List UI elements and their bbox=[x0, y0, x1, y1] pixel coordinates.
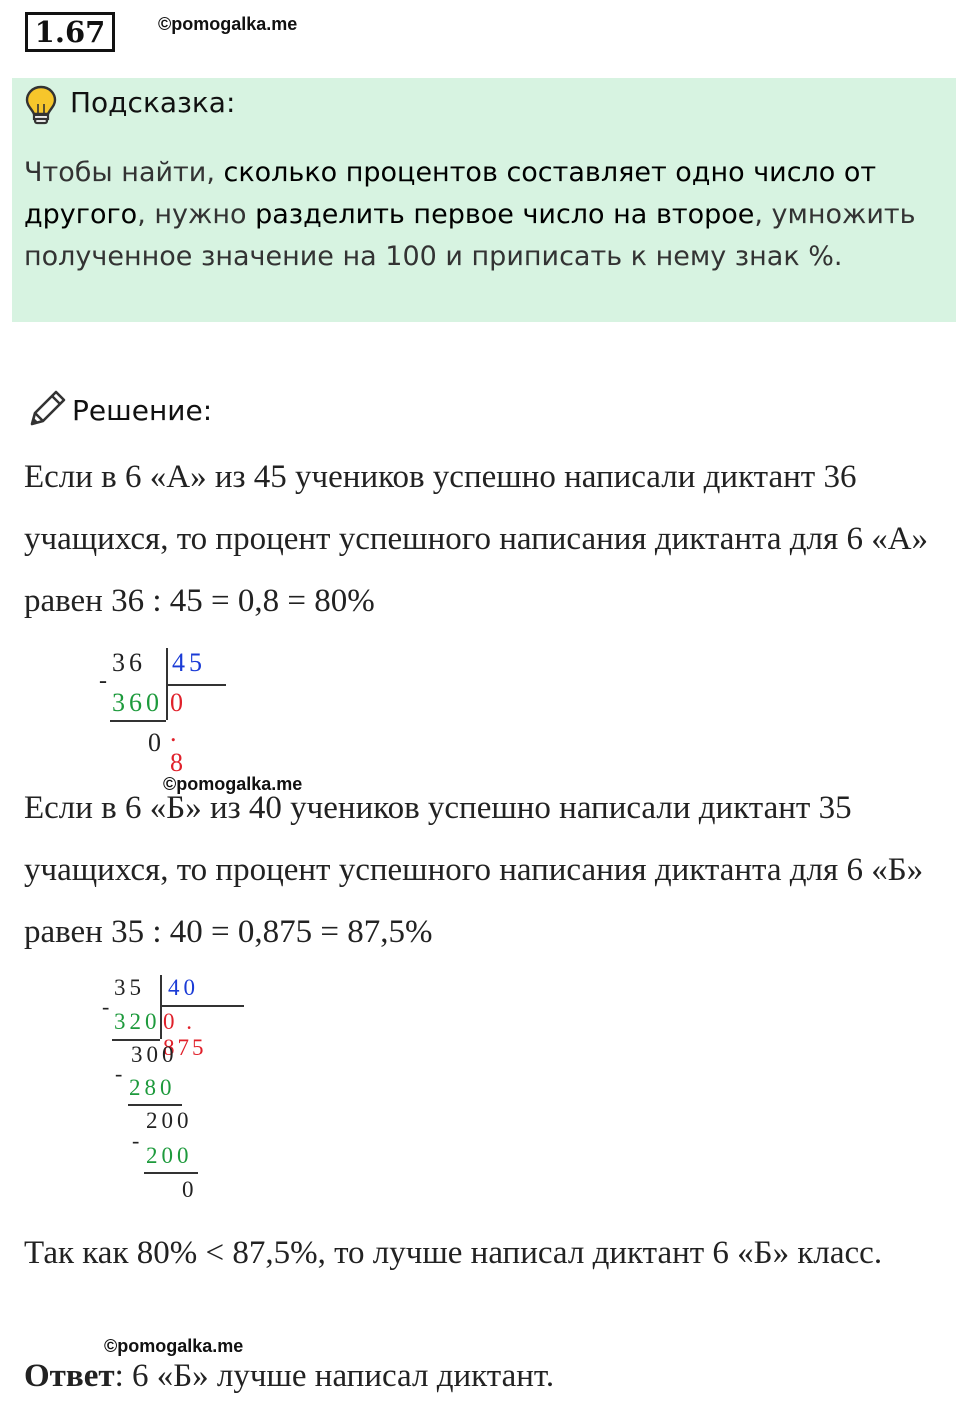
hint-text: Чтобы найти, сколько процентов составляет одно число от другого, нужно разделить первое число на второе, умножить полученное значение на 100 и приписать к нему знак %. bbox=[24, 157, 916, 272]
div1-divisor: 45 bbox=[172, 648, 206, 677]
hint-emphasis-1: сколько процентов составляет одно число от другого bbox=[24, 157, 877, 230]
div2-remainder-2: 200 bbox=[146, 1108, 193, 1133]
div2-quotient: 0 . 875 bbox=[163, 1009, 207, 1060]
div2-underline-2 bbox=[128, 1104, 182, 1106]
div1-quotient: 0 . 8 bbox=[170, 688, 185, 777]
solution-paragraph-1: Если в 6 «А» из 45 учеников успешно написали диктант 36 учащихся, то процент успешного написания диктанта для 6 «А» равен 36 : 45 = 0,8 = 80% bbox=[24, 459, 929, 619]
div2-underline-1 bbox=[112, 1039, 160, 1041]
div2-quotient-line bbox=[160, 1005, 244, 1007]
answer-text: : 6 «Б» лучше написал диктант. bbox=[114, 1358, 555, 1394]
solution-title: Решение: bbox=[72, 394, 213, 427]
answer-label: Ответ bbox=[24, 1358, 115, 1394]
div1-dividend: 36 bbox=[112, 648, 146, 677]
watermark-middle: ©pomogalka.me bbox=[163, 774, 303, 794]
div2-subtrahend-2: 280 bbox=[129, 1075, 176, 1100]
div2-remainder-final: 0 bbox=[182, 1177, 194, 1202]
pencil-icon bbox=[26, 388, 68, 435]
answer-line bbox=[24, 1345, 944, 1407]
div2-minus-2: - bbox=[115, 1061, 123, 1086]
watermark-top: ©pomogalka.me bbox=[158, 14, 298, 34]
hint-emphasis-2: разделить первое число на второе bbox=[255, 199, 755, 230]
div2-underline-3 bbox=[144, 1172, 198, 1174]
div2-subtrahend-1: 320 bbox=[114, 1009, 161, 1034]
div2-vertical-line bbox=[160, 975, 162, 1039]
solution-paragraph-3: Так как 80% < 87,5%, то лучше написал диктант 6 «Б» класс. bbox=[24, 1235, 883, 1271]
div2-divisor: 40 bbox=[168, 975, 199, 1000]
task-number: 1.67 bbox=[25, 12, 115, 52]
solution-paragraph-2: Если в 6 «Б» из 40 учеников успешно написали диктант 35 учащихся, то процент успешного написания диктанта для 6 «Б» равен 35 : 40 = 0,875 = 87,5% bbox=[24, 790, 924, 950]
div1-quotient-line bbox=[166, 684, 226, 686]
div2-subtrahend-3: 200 bbox=[146, 1143, 193, 1168]
div1-minus: - bbox=[99, 668, 107, 694]
div2-remainder-1: 300 bbox=[131, 1042, 178, 1067]
div1-remainder: 0 bbox=[148, 728, 161, 757]
div1-subtrahend: 360 bbox=[112, 688, 163, 717]
div2-minus-1: - bbox=[102, 994, 110, 1019]
lightbulb-icon bbox=[24, 84, 58, 131]
div2-minus-3: - bbox=[132, 1128, 140, 1153]
hint-title: Подсказка: bbox=[70, 86, 236, 119]
div2-dividend: 35 bbox=[114, 975, 145, 1000]
div1-underline bbox=[110, 720, 166, 722]
watermark-bottom: ©pomogalka.me bbox=[104, 1336, 244, 1356]
